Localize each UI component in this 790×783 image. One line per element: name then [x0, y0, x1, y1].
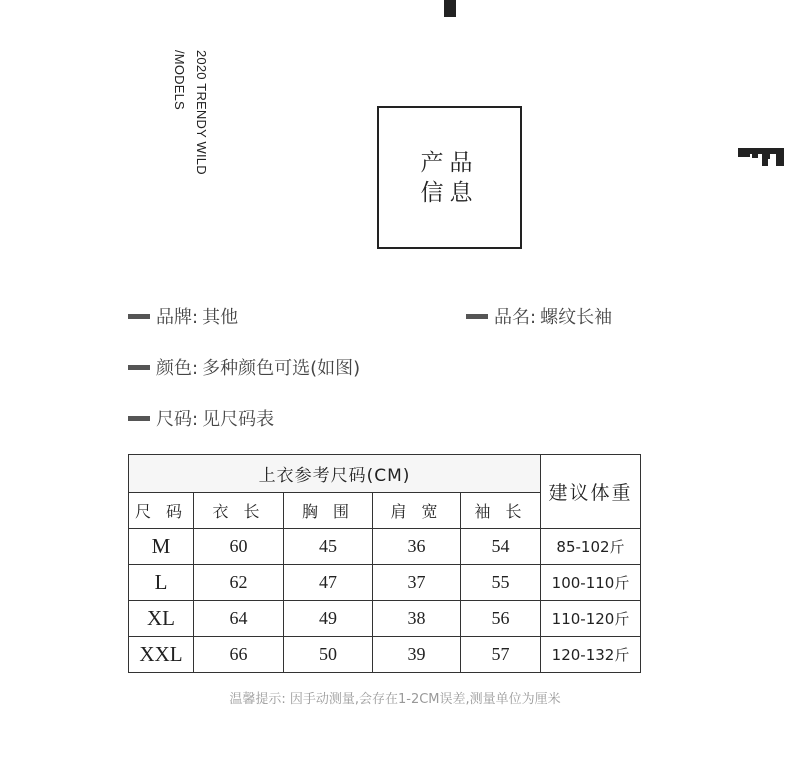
col-header-size: 尺 码 [129, 493, 194, 529]
sleeve-cell: 57 [461, 637, 541, 673]
size-table [128, 454, 641, 673]
sleeve-cell: 56 [461, 601, 541, 637]
weight-cell: 100-110斤 [541, 565, 641, 601]
table-row [129, 565, 641, 601]
bullet-bar-icon [128, 314, 150, 319]
col-header-shoulder: 肩 宽 [373, 493, 461, 529]
product-name-label: 品名: [494, 307, 537, 328]
info-brand [128, 303, 238, 329]
bullet-bar-icon [466, 314, 488, 319]
info-product-name [466, 303, 612, 329]
length-cell: 60 [194, 529, 284, 565]
vertical-slogan-line1: 2020 TRENDY WILD [194, 50, 209, 175]
size-cell: L [129, 565, 194, 601]
vertical-slogan [166, 50, 216, 190]
title-line1: 产品 [420, 149, 479, 176]
length-cell: 64 [194, 601, 284, 637]
brand-value: 其他 [202, 307, 239, 328]
table-row [129, 637, 641, 673]
color-label: 颜色: [156, 358, 199, 379]
table-row [129, 529, 641, 565]
vertical-slogan-line2: /MODELS [172, 50, 187, 110]
shoulder-cell: 37 [373, 565, 461, 601]
chest-cell: 47 [284, 565, 373, 601]
top-decor-mark [444, 0, 456, 17]
length-cell: 62 [194, 565, 284, 601]
col-header-length: 衣 长 [194, 493, 284, 529]
pixel-decor-icon [738, 148, 784, 168]
measurement-note: 温馨提示: 因手动测量,会存在1-2CM误差,测量单位为厘米 [229, 692, 561, 707]
weight-cell: 110-120斤 [541, 601, 641, 637]
col-header-sleeve: 袖 长 [461, 493, 541, 529]
table-row [129, 601, 641, 637]
col-header-chest: 胸 围 [284, 493, 373, 529]
size-value: 见尺码表 [202, 409, 275, 430]
sleeve-cell: 55 [461, 565, 541, 601]
table-title: 上衣参考尺码(CM) [129, 455, 541, 493]
product-info-title [415, 148, 485, 208]
bullet-bar-icon [128, 365, 150, 370]
sleeve-cell: 54 [461, 529, 541, 565]
weight-cell: 85-102斤 [541, 529, 641, 565]
size-cell: XL [129, 601, 194, 637]
chest-cell: 45 [284, 529, 373, 565]
info-color [128, 354, 360, 380]
color-value: 多种颜色可选(如图) [202, 358, 361, 379]
info-size [128, 405, 274, 431]
product-info-title-box [377, 106, 522, 249]
length-cell: 66 [194, 637, 284, 673]
size-chart [128, 454, 642, 682]
shoulder-cell: 38 [373, 601, 461, 637]
weight-cell: 120-132斤 [541, 637, 641, 673]
chest-cell: 49 [284, 601, 373, 637]
product-name-value: 螺纹长袖 [540, 307, 613, 328]
brand-label: 品牌: [156, 307, 199, 328]
bullet-bar-icon [128, 416, 150, 421]
title-line2: 信息 [420, 179, 479, 206]
size-cell: M [129, 529, 194, 565]
weight-header: 建议体重 [541, 455, 641, 529]
shoulder-cell: 39 [373, 637, 461, 673]
shoulder-cell: 36 [373, 529, 461, 565]
size-label: 尺码: [156, 409, 199, 430]
size-cell: XXL [129, 637, 194, 673]
chest-cell: 50 [284, 637, 373, 673]
